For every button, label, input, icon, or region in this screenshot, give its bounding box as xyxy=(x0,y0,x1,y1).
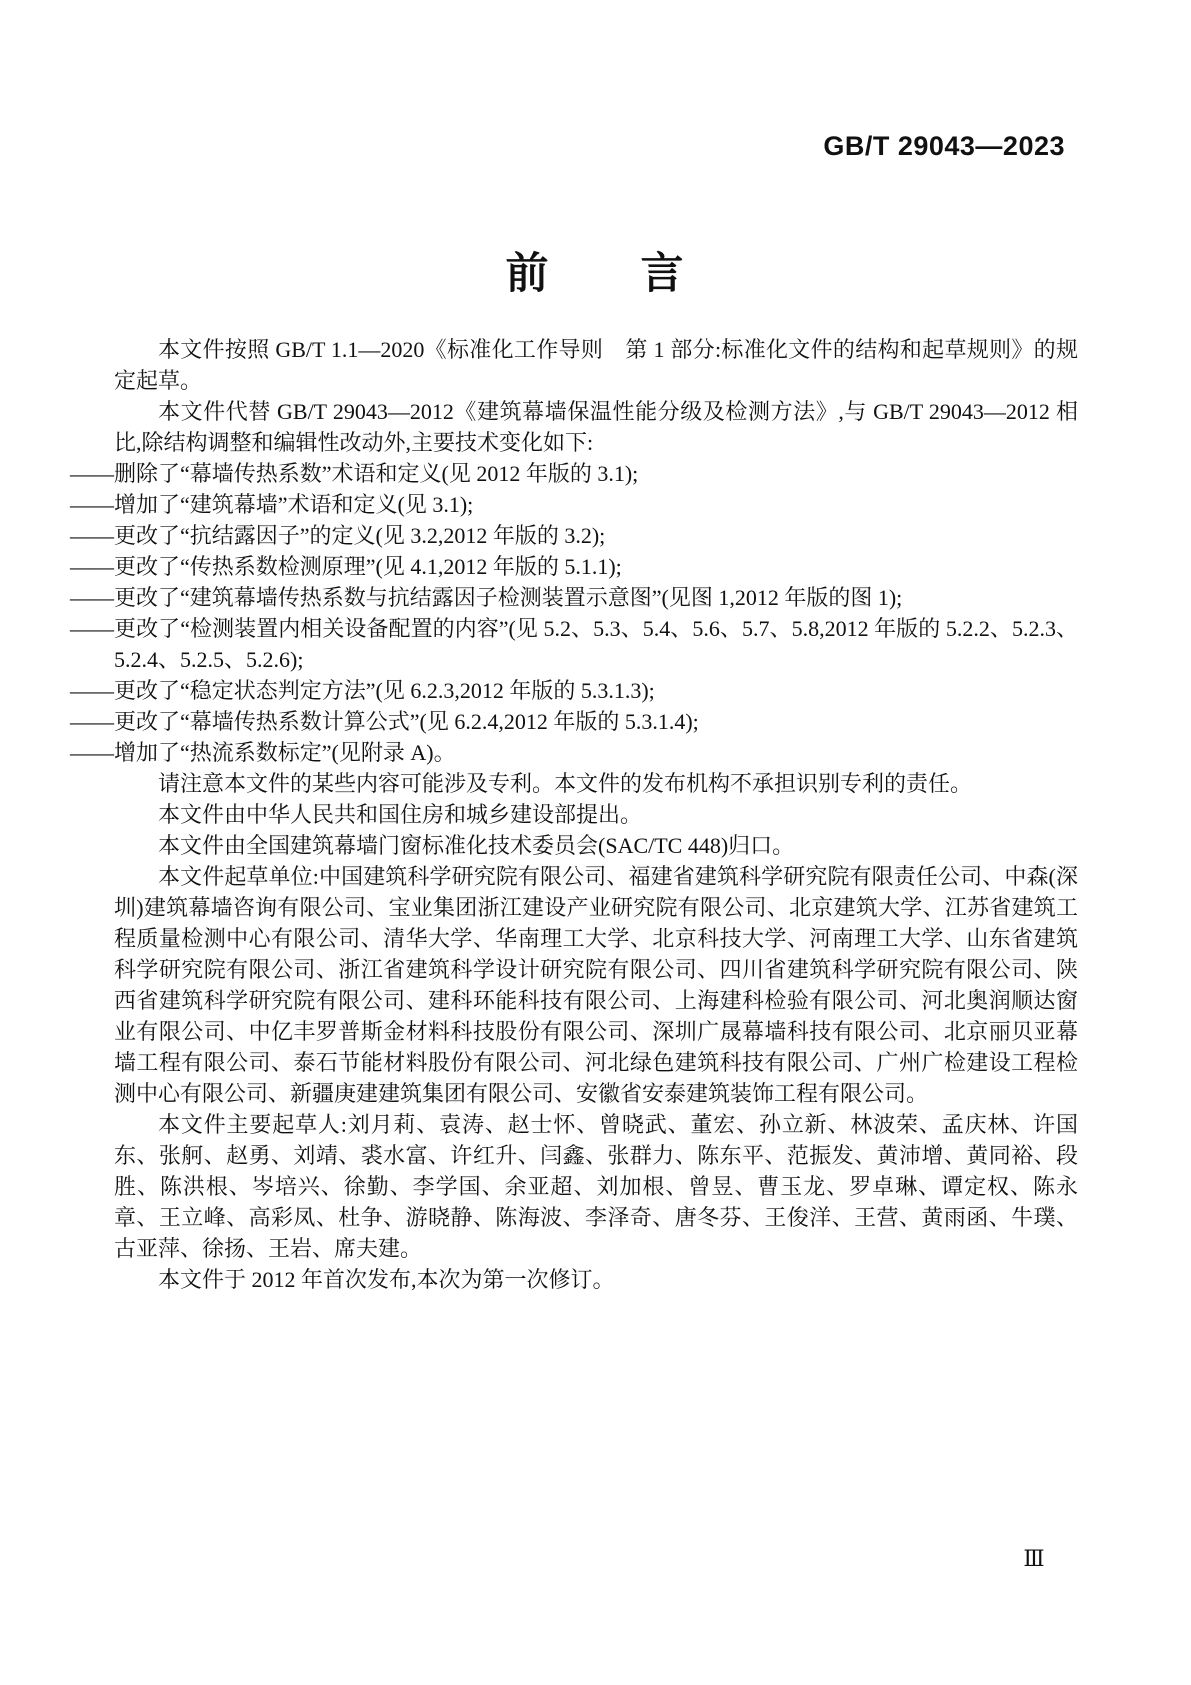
change-list-item: ——更改了“幕墙传热系数计算公式”(见 6.2.4,2012 年版的 5.3.1.4); xyxy=(70,709,699,734)
drafters-paragraph: 本文件主要起草人:刘月莉、袁涛、赵士怀、曾晓武、董宏、孙立新、林波荣、孟庆林、许国东、张舸、赵勇、刘靖、裘水富、许红升、闫鑫、张群力、陈东平、范振发、黄沛增、黄同裕、段胜、陈洪根、岑培兴、徐勤、李学国、余亚超、刘加根、曾昱、曹玉龙、罗卓琳、谭定权、陈永章、王立峰、高彩凤、杜争、游晓静、陈海波、李泽奇、唐冬芬、王俊洋、王营、黄雨函、牛璞、古亚萍、徐扬、王岩、席夫建。 xyxy=(114,1112,1078,1261)
change-list-item: ——更改了“稳定状态判定方法”(见 6.2.3,2012 年版的 5.3.1.3); xyxy=(70,678,655,703)
closing-paragraph: 请注意本文件的某些内容可能涉及专利。本文件的发布机构不承担识别专利的责任。 xyxy=(158,771,973,796)
change-list-item: ——删除了“幕墙传热系数”术语和定义(见 2012 年版的 3.1); xyxy=(70,461,639,486)
intro-paragraph: 本文件按照 GB/T 1.1—2020《标准化工作导则 第 1 部分:标准化文件的结构和起草规则》的规定起草。 xyxy=(114,337,1078,393)
page-title: 前 言 xyxy=(505,249,686,298)
change-list-item: ——更改了“检测装置内相关设备配置的内容”(见 5.2、5.3、5.4、5.6、5.7、5.8,2012 年版的 5.2.2、5.2.3、5.2.4、5.2.5、5.2.6); xyxy=(70,616,1078,672)
change-list-item: ——增加了“建筑幕墙”术语和定义(见 3.1); xyxy=(70,492,474,517)
change-list-item: ——更改了“抗结露因子”的定义(见 3.2,2012 年版的 3.2); xyxy=(70,523,606,548)
change-list-item: ——更改了“建筑幕墙传热系数与抗结露因子检测装置示意图”(见图 1,2012 年版的图 1); xyxy=(70,585,903,610)
change-list-item: ——增加了“热流系数标定”(见附录 A)。 xyxy=(70,740,456,765)
page-number: Ⅲ xyxy=(1023,1546,1045,1571)
closing-paragraph: 本文件由全国建筑幕墙门窗标准化技术委员会(SAC/TC 448)归口。 xyxy=(158,833,795,858)
intro-paragraph: 本文件代替 GB/T 29043—2012《建筑幕墙保温性能分级及检测方法》,与 GB/T 29043—2012 相比,除结构调整和编辑性改动外,主要技术变化如下: xyxy=(114,399,1078,455)
closing-paragraph: 本文件由中华人民共和国住房和城乡建设部提出。 xyxy=(158,802,643,827)
document-code: GB/T 29043—2023 xyxy=(823,131,1065,161)
drafting-organizations-paragraph: 本文件起草单位:中国建筑科学研究院有限公司、福建省建筑科学研究院有限责任公司、中森(深圳)建筑幕墙咨询有限公司、宝业集团浙江建设产业研究院有限公司、北京建筑大学、江苏省建筑工程质量检测中心有限公司、清华大学、华南理工大学、北京科技大学、河南理工大学、山东省建筑科学研究院有限公司、浙江省建筑科学设计研究院有限公司、四川省建筑科学研究院有限公司、陕西省建筑科学研究院有限公司、建科环能科技有限公司、上海建科检验有限公司、河北奥润顺达窗业有限公司、中亿丰罗普斯金材料科技股份有限公司、深圳广晟幕墙科技有限公司、北京丽贝亚幕墙工程有限公司、泰石节能材料股份有限公司、河北绿色建筑科技有限公司、广州广检建设工程检测中心有限公司、新疆庚建建筑集团有限公司、安徽省安泰建筑装饰工程有限公司。 xyxy=(114,864,1078,1106)
foreword-body xyxy=(70,334,1078,1295)
revision-history-paragraph: 本文件于 2012 年首次发布,本次为第一次修订。 xyxy=(158,1267,615,1292)
change-list-item: ——更改了“传热系数检测原理”(见 4.1,2012 年版的 5.1.1); xyxy=(70,554,622,579)
